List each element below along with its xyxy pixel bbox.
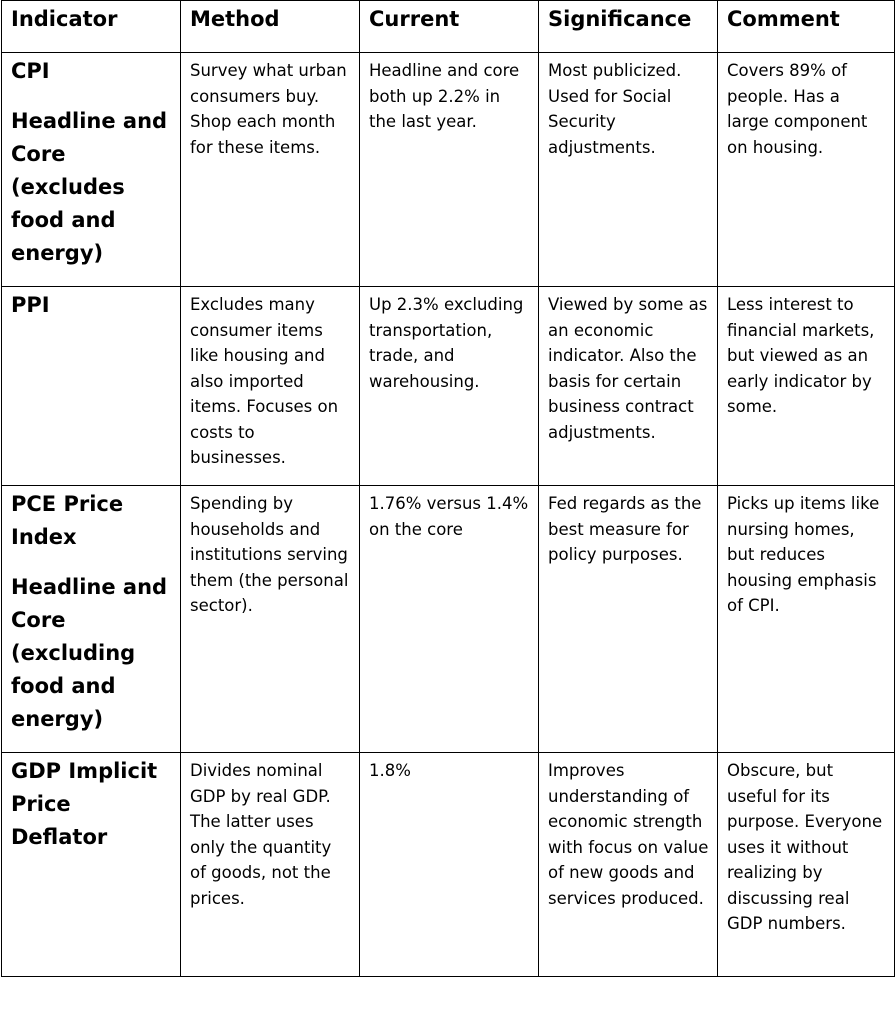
comment-cell: Obscure, but useful for its purpose. Everyone uses it without realizing by discussing real GDP numbers. — [718, 753, 895, 977]
table-row — [2, 53, 895, 287]
significance-cell: Fed regards as the best measure for policy purposes. — [539, 486, 718, 753]
indicator-cell — [2, 753, 181, 977]
significance-cell: Improves understanding of economic strength with focus on value of new goods and services produced. — [539, 753, 718, 977]
indicator-name: CPI — [11, 59, 50, 83]
indicator-name: PCE Price Index — [11, 492, 124, 549]
table-row — [2, 287, 895, 486]
significance-cell: Most publicized. Used for Social Security adjustments. — [539, 53, 718, 287]
method-cell: Divides nominal GDP by real GDP. The latter uses only the quantity of goods, not the prices. — [181, 753, 360, 977]
column-header-significance: Significance — [539, 1, 718, 53]
method-cell: Survey what urban consumers buy. Shop each month for these items. — [181, 53, 360, 287]
indicator-cell — [2, 486, 181, 753]
indicator-subtitle: Headline and Core (excluding food and energy) — [11, 575, 168, 731]
comment-cell: Less interest to financial markets, but viewed as an early indicator by some. — [718, 287, 895, 486]
table-header-row — [2, 1, 895, 53]
column-header-current: Current — [360, 1, 539, 53]
indicator-name: PPI — [11, 293, 50, 317]
comment-cell: Picks up items like nursing homes, but reduces housing emphasis of CPI. — [718, 486, 895, 753]
comment-cell: Covers 89% of people. Has a large component on housing. — [718, 53, 895, 287]
indicator-name: GDP Implicit Price Deflator — [11, 759, 158, 849]
current-cell: 1.8% — [360, 753, 539, 977]
method-cell: Spending by households and institutions serving them (the personal sector). — [181, 486, 360, 753]
indicator-subtitle: Headline and Core (excludes food and energy) — [11, 109, 168, 265]
indicator-table — [1, 0, 895, 977]
current-cell: Headline and core both up 2.2% in the last year. — [360, 53, 539, 287]
column-header-comment: Comment — [718, 1, 895, 53]
table-row — [2, 753, 895, 977]
table-row — [2, 486, 895, 753]
method-cell: Excludes many consumer items like housing and also imported items. Focuses on costs to businesses. — [181, 287, 360, 486]
current-cell: 1.76% versus 1.4% on the core — [360, 486, 539, 753]
indicator-cell — [2, 287, 181, 486]
column-header-indicator: Indicator — [2, 1, 181, 53]
current-cell: Up 2.3% excluding transportation, trade, and warehousing. — [360, 287, 539, 486]
significance-cell: Viewed by some as an economic indicator. Also the basis for certain business contract adjustments. — [539, 287, 718, 486]
column-header-method: Method — [181, 1, 360, 53]
indicator-cell — [2, 53, 181, 287]
